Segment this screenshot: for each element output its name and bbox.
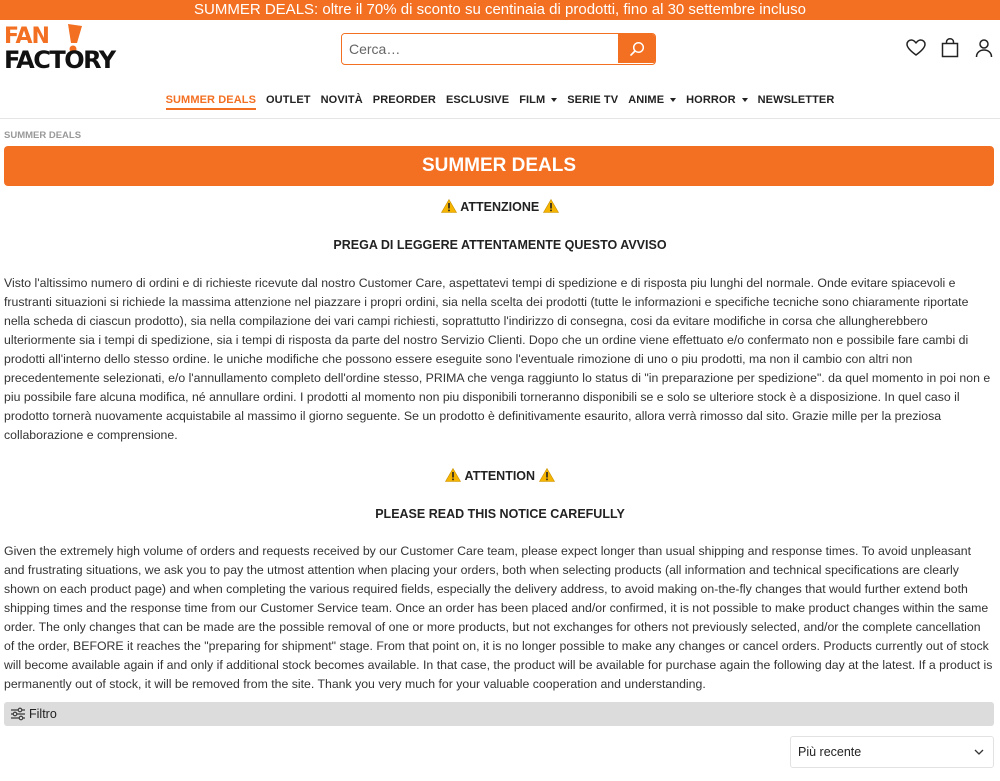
logo-line2: FACTORY [4,46,115,74]
nav-item-label: PREORDER [372,94,436,106]
nav-item-anime[interactable] [628,94,676,110]
warning-icon [543,199,559,213]
nav-item-label: NEWSLETTER [757,94,835,106]
notice-en-heading [0,468,1000,483]
heart-icon[interactable] [905,37,927,59]
nav-item-label: SUMMER DEALS [165,94,257,106]
notice-it-heading-text: ATTENZIONE [460,200,540,214]
nav-item-label: HORROR [686,94,736,106]
notice-it-body: Visto l'altissimo numero di ordini e di richieste ricevute dal nostro Customer Care, aspettatevi tempi di spedizione e di risposta piu lunghi del normale. Onde evitare spiacevoli e frustranti situazioni si richiede la massima attenzione nel piazzare i propri ordini, sia nella scelta dei prodotti (tutte le informazioni e specifiche tecniche sono chiaramente riportate nella scheda di ciascun prodotto), sia nella compilazione dei vari campi richiesti, soprattutto l'indirizzo di consegna, cosi da evitare modifiche in corsa che allungherebbero ulteriormente sia i tempi di spedizione, sia i tempi di risposta da parte del nostro Servizio Clienti. Dopo che un ordine viene effettuato e/o confermato non e possibile fare cambi di prodotti all'interno dello stesso ordine. le uniche modifiche che possono essere eseguite sono l'eventuale rimozione di uno o piu prodotti, ma non il cambio con altri non precedentemente selezionati, e/o l'annullamento completo dell'ordine stesso, PRIMA che venga raggiunto lo status di "in preparazione per spedizione". da quel momento in poi non e piu possibile fare alcuna modifica, né annullare ordini. I prodotti al momento non piu disponibili torneranno disponibili se e solo se ulteriore stock è a disposizione. In quel caso il prodotto tornerà nuovamente acquistabile al massimo il giorno seguente. Se un prodotto è definitivamente esaurito, allora verrà rimosso dal sito. Grazie mille per la preziosa collaborazione e comprensione. [4,276,991,442]
notice-en-subheading: PLEASE READ THIS NOTICE CAREFULLY [375,507,625,521]
caret-down-icon [742,98,748,102]
bag-icon[interactable] [939,37,961,59]
chevron-down-icon [974,748,984,756]
notice-it-subheading: PREGA DI LEGGERE ATTENTAMENTE QUESTO AVVISO [333,238,667,252]
site-header [0,20,1000,82]
user-icon[interactable] [973,37,995,59]
caret-down-icon [670,98,676,102]
breadcrumb[interactable]: SUMMER DEALS [4,130,82,141]
nav-item-summer-deals[interactable] [166,94,256,110]
notice-en-body: Given the extremely high volume of orders and requests received by our Customer Care team, please expect longer than usual shipping and response times. To avoid unpleasant and frustrating situations, we ask you to pay the utmost attention when placing your orders, both when selecting products (all information and technical specifications are clearly shown on each product page) and when completing the various required fields, especially the delivery address, to avoid making on-the-fly changes that would further extend both shipping times and the response time from our Customer Service team. Once an order has been placed and/or confirmed, it is not possible to make product changes within the same order. The only changes that can be made are the possible removal of one or more products, but not exchanges for others not previously selected, and/or the complete cancellation of the order, BEFORE it reaches the "preparing for shipment" stage. From that point on, it is no longer possible to make any changes or cancel orders. Products currently out of stock will become available again if and only if additional stock becomes available. In that case, the product will be available for purchase again the following day at the latest. If a product is permanently out of stock, it will be removed from the site. Thank you very much for your valuable cooperation and understanding. [4,544,993,691]
sort-select[interactable] [790,736,994,768]
nav-item-label: NOVITÀ [320,94,363,106]
logo[interactable] [4,26,126,76]
caret-down-icon [551,98,557,102]
nav-item-newsletter[interactable] [758,94,835,110]
nav-item-horror[interactable] [686,94,748,110]
sliders-icon [10,707,26,721]
header-actions [900,37,1000,61]
nav-item-novità[interactable] [321,94,363,110]
nav-item-label: SERIE TV [567,94,619,106]
warning-icon [445,468,461,482]
notice-en-heading-text: ATTENTION [464,469,536,483]
nav-item-film[interactable] [519,94,557,110]
nav-item-label: ESCLUSIVE [445,94,510,106]
promo-text[interactable]: SUMMER DEALS: oltre il 70% di sconto su centinaia di prodotti, fino al 30 settembre incluso [194,1,806,18]
promo-bar[interactable] [0,0,1000,20]
notice-it-heading [0,199,1000,214]
nav-item-outlet[interactable] [266,94,311,110]
nav-item-preorder[interactable] [373,94,436,110]
page-title-banner [4,146,994,186]
warning-icon [539,468,555,482]
header-divider [0,118,1000,119]
nav-item-label: OUTLET [266,94,311,106]
nav-item-serie-tv[interactable] [567,94,618,110]
page-title: SUMMER DEALS [421,155,577,176]
filter-button[interactable] [4,702,994,726]
search-icon [629,41,645,57]
search-input[interactable] [342,34,619,63]
logo-line1: FAN [4,24,49,49]
filter-label: Filtro [29,707,57,721]
search-box [341,33,656,65]
sort-selected-value: Più recente [798,745,862,759]
nav-item-esclusive[interactable] [446,94,509,110]
search-button[interactable] [618,34,655,63]
warning-icon [441,199,457,213]
nav-item-label: FILM [519,94,546,106]
nav-item-label: ANIME [628,94,665,106]
main-nav [0,90,1000,110]
